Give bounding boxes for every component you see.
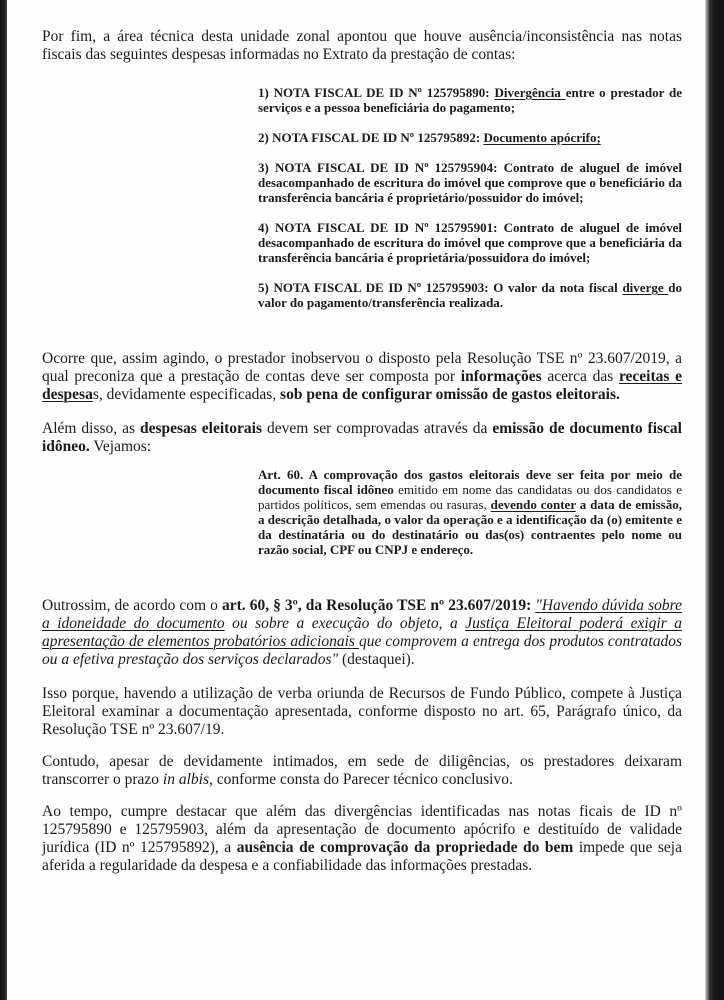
text-run: ou sobre a execução do objeto, a: [224, 615, 466, 632]
paragraph-alem-disso: [42, 420, 682, 456]
text-run: despesas eleitorais: [139, 420, 263, 437]
text-run: 5) NOTA FISCAL DE ID Nº 125795903: O valor da nota fiscal: [258, 280, 623, 295]
text-run: informações: [460, 368, 542, 385]
text-run: a data de emissão, a descrição detalhada, o valor da operação e a identificação da (o) emitente e da destinatária ou do destinatário ou das(os) contraentes pelo nome ou razão social, CPF ou CNPJ e endereço.: [258, 497, 682, 557]
text-run: impede que seja aferida a regularidade da despesa e a confiabilidade das informações prestadas.: [42, 839, 682, 874]
text-run: do valor do pagamento/transferência realizada.: [258, 280, 682, 310]
text-run: devem ser comprovadas através da: [262, 420, 493, 437]
text-run: Divergência: [494, 85, 566, 100]
text-run: Ao tempo, cumpre destacar que além das divergências identificadas nas notas ficais de ID nº 125795890 e 125795903, além da apresentação de documento apócrifo e destituído de validade jurídica (ID nº 125795892), a: [42, 803, 682, 856]
text-run: ausência de comprovação da propriedade do bem: [236, 839, 574, 856]
paragraph-isso-porque: [42, 685, 682, 739]
invoice-item-1: [258, 85, 682, 115]
text-run: 2) NOTA FISCAL DE ID Nº 125795892:: [258, 130, 484, 145]
text-run: receitas e despesa: [42, 368, 682, 403]
text-run: art. 60, § 3º, da Resolução TSE nº 23.607/2019:: [221, 597, 536, 614]
paragraph-contudo: [42, 753, 682, 789]
text-run: Ocorre que, assim agindo, o prestador inobservou o disposto pela Resolução TSE nº 23.607/2019, a qual preconiza que a prestação de contas deve ser composta por: [42, 350, 682, 385]
paragraph-ocorre-que: [42, 350, 682, 404]
text-run: 1) NOTA FISCAL DE ID Nº 125795890:: [258, 85, 495, 100]
paragraph-ao-tempo: [42, 803, 682, 875]
text-run: entre o prestador de serviços e a pessoa beneficiária do pagamento;: [258, 85, 682, 115]
text-run: s, devidamente especificadas,: [92, 386, 281, 403]
text-run: Além disso, as: [42, 420, 140, 437]
invoice-item-4: [258, 220, 682, 265]
text-run: Vejamos:: [89, 438, 152, 455]
invoice-item-3: [258, 160, 682, 205]
text-run: emitido em nome das candidatas ou dos candidatos e partidos políticos, sem emendas ou rasuras,: [258, 482, 682, 512]
text-run: emissão de documento fiscal idôneo.: [42, 420, 682, 455]
page-right-edge-shadow: [705, 0, 724, 1000]
text-run: diverge: [622, 280, 669, 295]
text-run: , conforme consta do Parecer técnico conclusivo.: [209, 771, 513, 788]
paragraph-outrossim: [42, 597, 682, 669]
text-run: Isso porque, havendo a utilização de verba oriunda de Recursos de Fundo Público, compete à Justiça Eleitoral examinar a documentação apresentada, conforme disposto no art. 65, Parágrafo único, da Resolução TSE nº 23.607/19.: [42, 685, 682, 738]
page-left-edge-shadow: [0, 0, 7, 1000]
text-run: sob pena de configurar omissão de gastos eleitorais.: [280, 386, 620, 403]
text-run: 4) NOTA FISCAL DE ID Nº 125795901: Contrato de aluguel de imóvel desacompanhado de escritura do imóvel que comprove que a beneficiária da transferência bancária é proprietária/possuidora do imóvel;: [258, 220, 682, 265]
text-run: que comprovem a entrega dos produtos contratados ou a efetiva prestação dos serviços declarados": [42, 633, 682, 668]
intro-paragraph: [42, 28, 682, 64]
text-run: Documento apócrifo;: [483, 130, 601, 145]
text-run: Contudo, apesar de devidamente intimados, em sede de diligências, os prestadores deixaram transcorrer o prazo: [42, 753, 682, 788]
text-run: (destaquei).: [338, 651, 415, 668]
invoice-item-2: [258, 130, 682, 145]
blockquote-art-60: [258, 467, 682, 557]
text-run: Por fim, a área técnica desta unidade zonal apontou que houve ausência/inconsistência nas notas fiscais das seguintes despesas informadas no Extrato da prestação de contas:: [42, 28, 682, 63]
invoice-item-5: [258, 280, 682, 310]
text-run: "Havendo dúvida sobre a idoneidade do documento: [42, 597, 682, 632]
text-run: Justiça Eleitoral poderá exigir a apresentação de elementos probatórios adicionais: [42, 615, 682, 650]
text-run: Art. 60. A comprovação dos gastos eleitorais deve ser feita por meio de documento fiscal idôneo: [258, 467, 682, 497]
document-body: [42, 28, 682, 875]
text-run: acerca das: [541, 368, 619, 385]
text-run: 3) NOTA FISCAL DE ID Nº 125795904: Contrato de aluguel de imóvel desacompanhado de escritura do imóvel que comprove que o beneficiário da transferência bancária é proprietário/possuidor do imóvel;: [258, 160, 682, 205]
text-run: in albis: [162, 771, 209, 788]
text-run: Outrossim, de acordo com o: [42, 597, 222, 614]
text-run: devendo conter: [490, 497, 576, 512]
